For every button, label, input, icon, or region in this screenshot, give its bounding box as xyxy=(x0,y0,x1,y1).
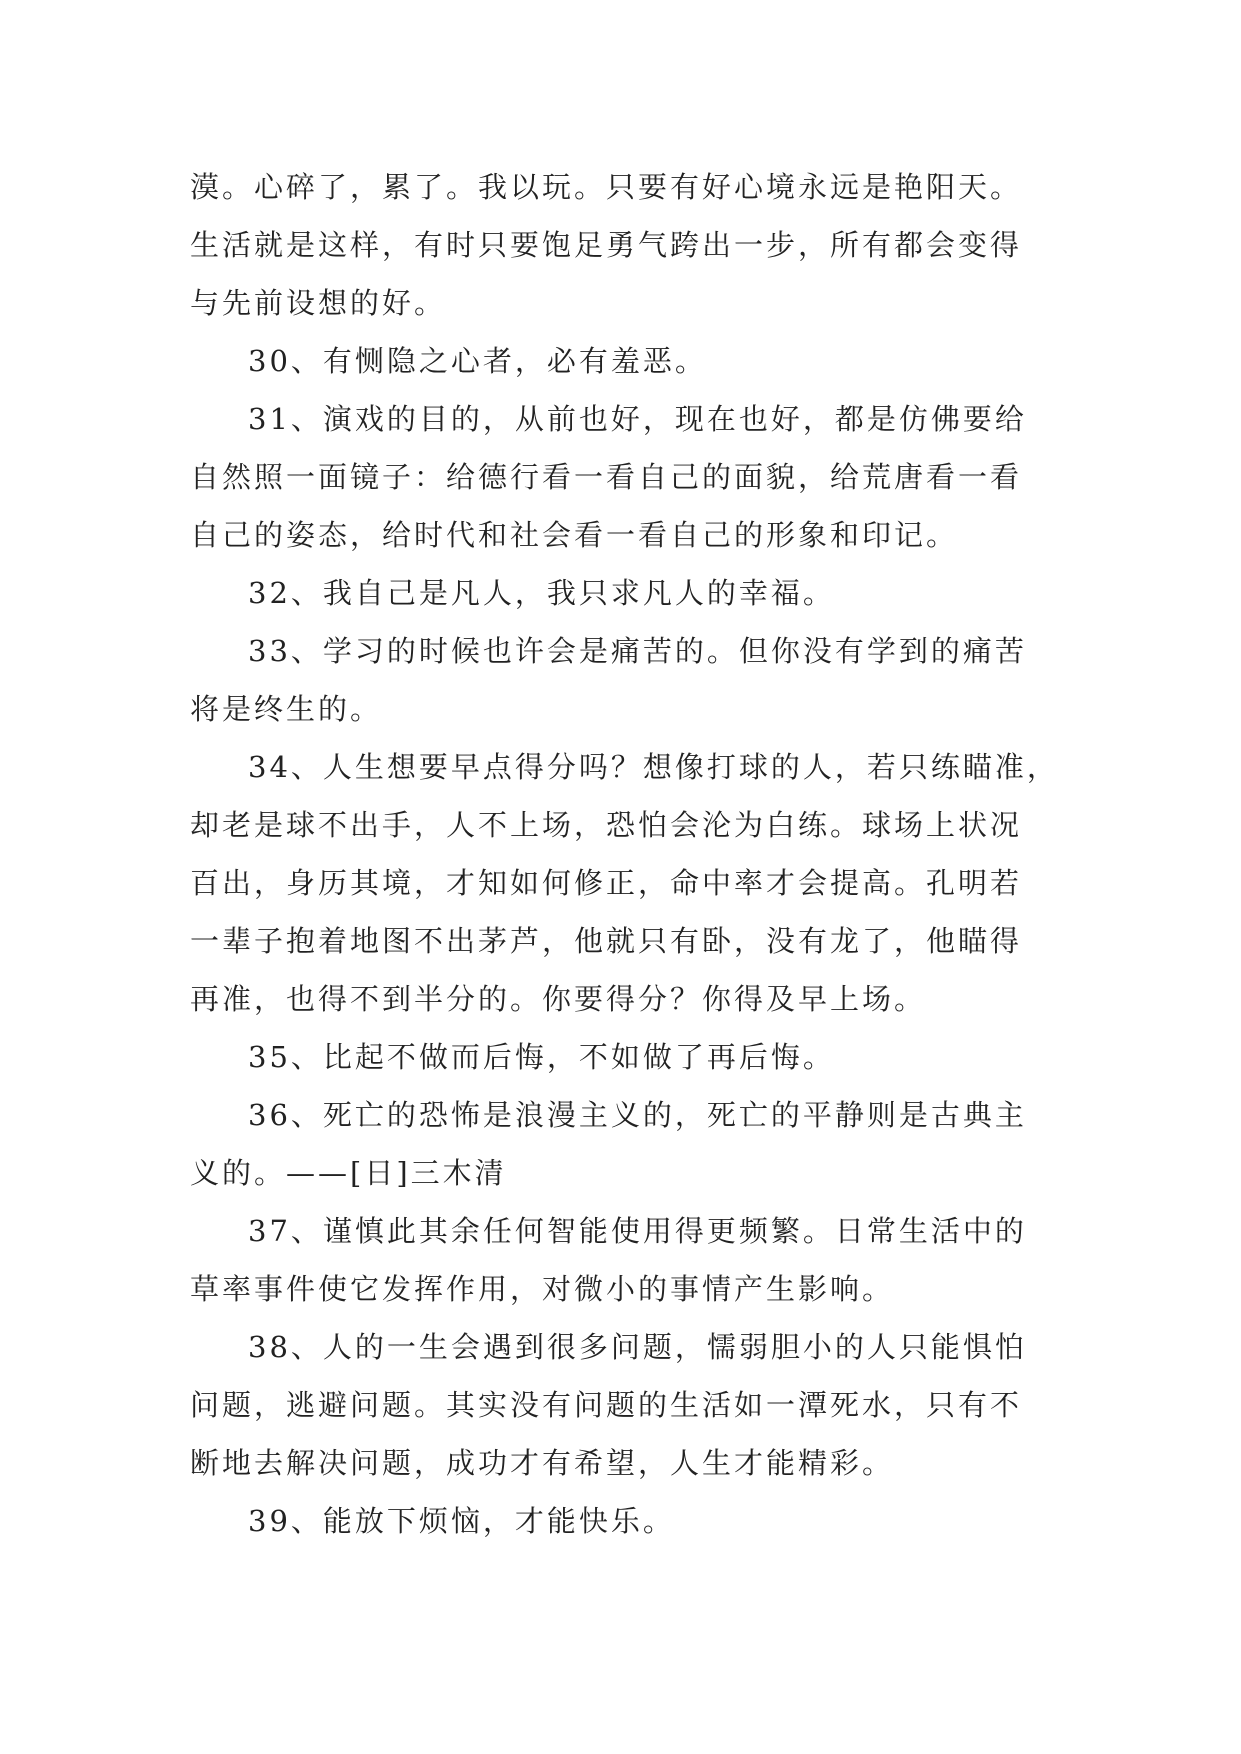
quote-paragraph xyxy=(190,1202,1070,1318)
text-line: 与先前设想的好。 xyxy=(190,286,447,320)
text-line: 33、学习的时候也许会是痛苦的。但你没有学到的痛苦 xyxy=(248,634,1027,668)
text-line: 断地去解决问题，成功才有希望，人生才能精彩。 xyxy=(190,1446,895,1480)
text-line: 32、我自己是凡人，我只求凡人的幸福。 xyxy=(248,576,835,610)
quote-paragraph xyxy=(190,738,1070,1028)
text-line: 一辈子抱着地图不出茅芦，他就只有卧，没有龙了，他瞄得 xyxy=(190,924,1023,958)
continued-paragraph xyxy=(190,158,1070,332)
text-line: 35、比起不做而后悔，不如做了再后悔。 xyxy=(248,1040,835,1074)
text-line: 却老是球不出手，人不上场，恐怕会沦为白练。球场上状况 xyxy=(190,808,1023,842)
text-line: 义的。——[日]三木清 xyxy=(190,1156,507,1190)
quote-paragraph xyxy=(190,1318,1070,1492)
quote-paragraph xyxy=(190,332,1070,390)
text-line: 草率事件使它发挥作用，对微小的事情产生影响。 xyxy=(190,1272,895,1306)
text-line: 漠。心碎了，累了。我以玩。只要有好心境永远是艳阳天。 xyxy=(190,170,1023,204)
text-line: 问题，逃避问题。其实没有问题的生活如一潭死水，只有不 xyxy=(190,1388,1023,1422)
text-line: 38、人的一生会遇到很多问题，懦弱胆小的人只能惧怕 xyxy=(248,1330,1027,1364)
quote-paragraph xyxy=(190,622,1070,738)
quote-paragraph xyxy=(190,390,1070,564)
text-line: 自己的姿态，给时代和社会看一看自己的形象和印记。 xyxy=(190,518,959,552)
text-line: 36、死亡的恐怖是浪漫主义的，死亡的平静则是古典主 xyxy=(248,1098,1027,1132)
quote-paragraph xyxy=(190,1028,1070,1086)
text-line: 31、演戏的目的，从前也好，现在也好，都是仿佛要给 xyxy=(248,402,1027,436)
text-line: 再准，也得不到半分的。你要得分？你得及早上场。 xyxy=(190,982,927,1016)
quote-paragraph xyxy=(190,564,1070,622)
body-text xyxy=(190,158,1070,1550)
quote-paragraph xyxy=(190,1086,1070,1202)
text-line: 30、有恻隐之心者，必有羞恶。 xyxy=(248,344,707,378)
text-line: 百出，身历其境，才知如何修正，命中率才会提高。孔明若 xyxy=(190,866,1023,900)
text-line: 34、人生想要早点得分吗？想像打球的人，若只练瞄准， xyxy=(248,750,1059,784)
text-line: 生活就是这样，有时只要饱足勇气跨出一步，所有都会变得 xyxy=(190,228,1023,262)
quote-paragraph xyxy=(190,1492,1070,1550)
text-line: 自然照一面镜子：给德行看一看自己的面貌，给荒唐看一看 xyxy=(190,460,1023,494)
text-line: 39、能放下烦恼，才能快乐。 xyxy=(248,1504,675,1538)
text-line: 将是终生的。 xyxy=(190,692,383,726)
text-line: 37、谨慎此其余任何智能使用得更频繁。日常生活中的 xyxy=(248,1214,1027,1248)
